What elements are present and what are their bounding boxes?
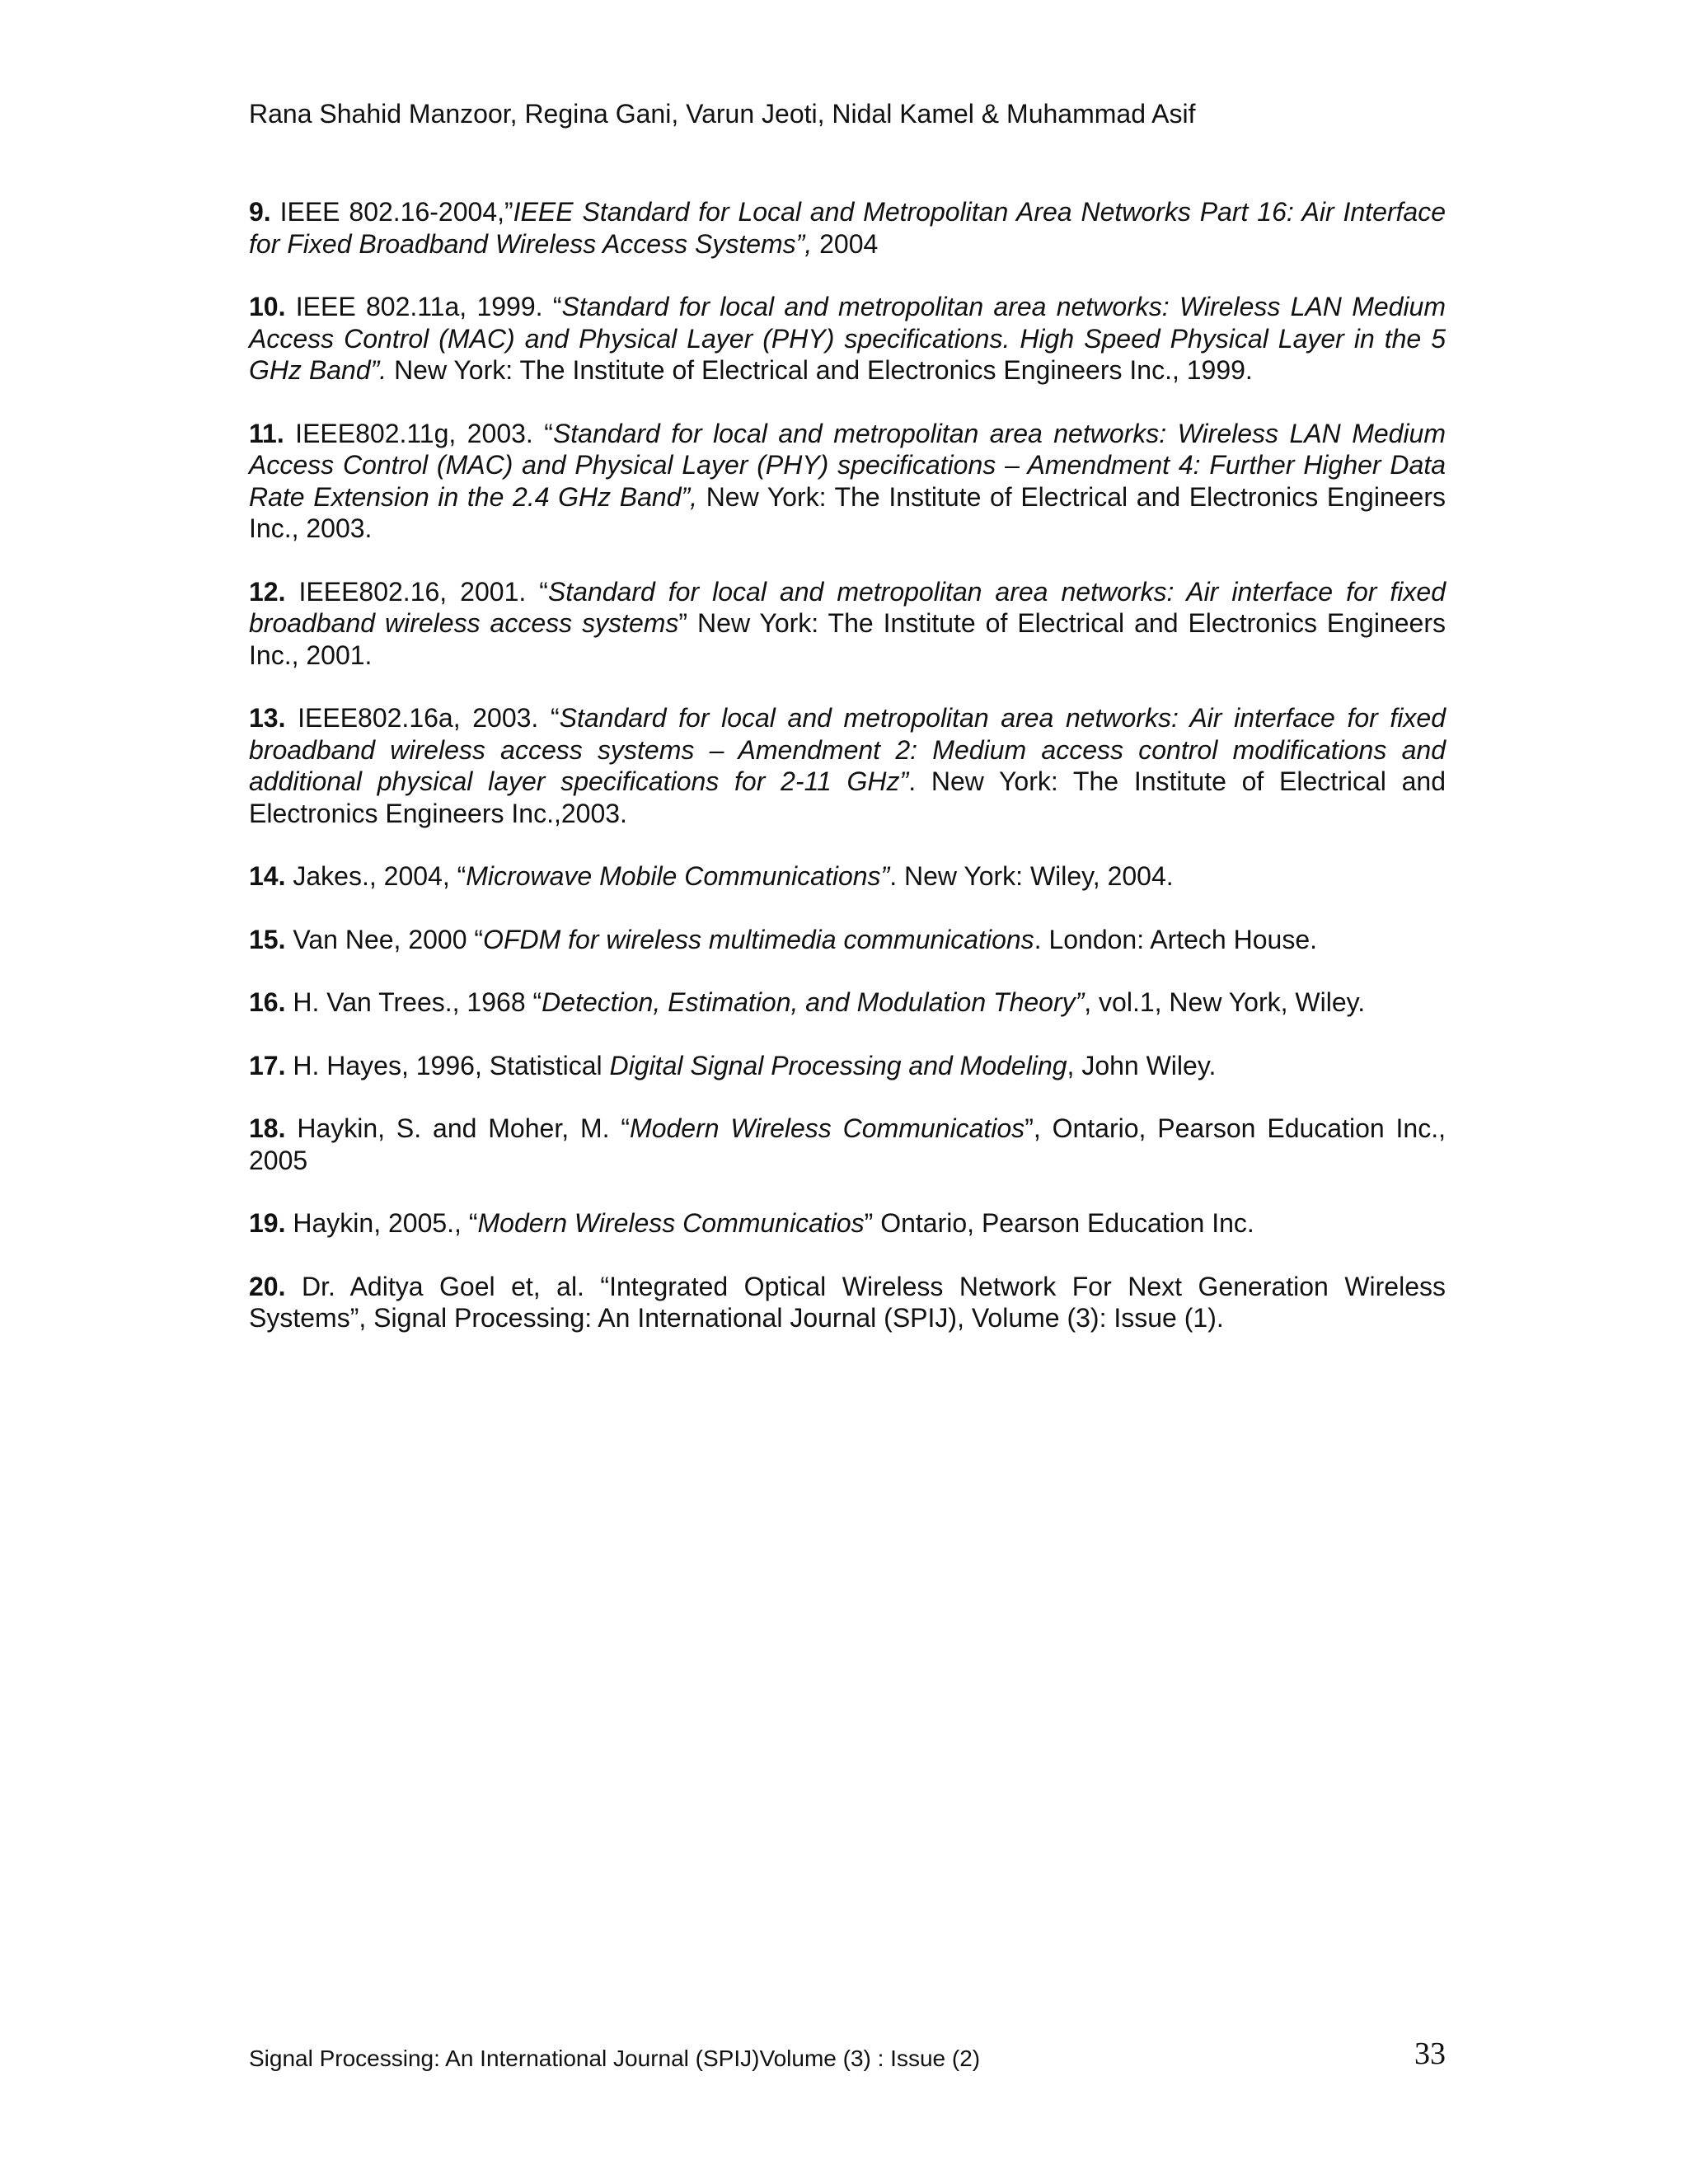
reference-text: IEEE802.16a, 2003. “	[285, 703, 560, 733]
reference-number: 19.	[249, 1208, 286, 1238]
reference-text: . New York: Wiley, 2004.	[889, 861, 1174, 891]
reference-text: New York: The Institute of Electrical and Electronics Engineers Inc., 2003.	[249, 481, 1447, 543]
reference-number: 12.	[249, 576, 286, 607]
reference-number: 9.	[249, 197, 271, 227]
reference-text: ”, Ontario, Pearson Education Inc., 2005	[249, 1113, 1447, 1175]
reference-18	[249, 1113, 1446, 1176]
reference-number: 15.	[249, 924, 286, 954]
reference-text: . London: Artech House.	[1034, 924, 1317, 954]
reference-number: 14.	[249, 861, 286, 891]
reference-text: H. Hayes, 1996, Statistical	[285, 1050, 610, 1080]
reference-text: , John Wiley.	[1067, 1050, 1217, 1080]
reference-title: Standard for local and metropolitan area networks: Wireless LAN Medium Access Control (MAC) and Physical Layer (PHY) specifications. High Speed Physical Layer in the 5 GHz Band”.	[249, 292, 1447, 385]
reference-text: . New York: The Institute of Electrical and Electronics Engineers Inc.,2003.	[249, 766, 1447, 828]
reference-text: , vol.1, New York, Wiley.	[1084, 987, 1366, 1017]
reference-text: IEEE 802.11a, 1999. “	[285, 292, 562, 321]
reference-title: Standard for local and metropolitan area networks: Wireless LAN Medium Access Control (MAC) and Physical Layer (PHY) specifications – Amendment 4: Further Higher Data Rate Extension in the 2.4 GHz Band”,	[249, 418, 1447, 512]
reference-19	[249, 1207, 1446, 1240]
reference-11	[249, 418, 1446, 545]
reference-15	[249, 924, 1446, 956]
reference-title: Modern Wireless Communicatios	[477, 1208, 865, 1238]
reference-text: New York: The Institute of Electrical and Electronics Engineers Inc., 1999.	[387, 355, 1253, 385]
reference-number: 10.	[249, 292, 286, 321]
reference-number: 17.	[249, 1050, 286, 1080]
reference-title: Detection, Estimation, and Modulation Theory”	[542, 987, 1085, 1017]
reference-title: OFDM for wireless multimedia communications	[483, 924, 1034, 954]
reference-text: Van Nee, 2000 “	[285, 924, 484, 954]
reference-text: Jakes., 2004, “	[285, 861, 467, 891]
reference-text: IEEE802.16, 2001. “	[285, 576, 548, 607]
reference-number: 16.	[249, 987, 286, 1017]
footer-journal-name: Signal Processing: An International Journal (SPIJ)Volume (3) : Issue (2)	[249, 2046, 981, 2071]
reference-10	[249, 291, 1446, 387]
reference-17	[249, 1050, 1446, 1082]
reference-title: Microwave Mobile Communications”	[466, 861, 890, 891]
reference-title: Modern Wireless Communicatios	[630, 1113, 1025, 1143]
reference-text: ” New York: The Institute of Electrical and Electronics Engineers Inc., 2001.	[249, 608, 1446, 670]
page-number: 33	[1414, 2036, 1446, 2071]
reference-16	[249, 987, 1446, 1019]
reference-9	[249, 196, 1446, 260]
reference-number: 11.	[249, 418, 284, 448]
reference-text: Dr. Aditya Goel et, al. “Integrated Optical Wireless Network For Next Generation Wireless Systems”, Signal Processing: An International Journal (SPIJ), Volume (3): Issue (1).	[249, 1271, 1446, 1333]
reference-text: 2004	[812, 228, 879, 259]
reference-title: Standard for local and metropolitan area networks: Air interface for fixed broadband wireless access systems – Amendment 2: Medium access control modifications and additional physical layer specifications for 2-11 GHz”	[249, 703, 1447, 796]
reference-text: IEEE802.11g, 2003. “	[284, 418, 553, 448]
reference-text: ” Ontario, Pearson Education Inc.	[864, 1208, 1254, 1238]
reference-number: 18.	[249, 1113, 286, 1143]
reference-text: Haykin, S. and Moher, M. “	[285, 1113, 631, 1143]
reference-title: IEEE Standard for Local and Metropolitan Area Networks Part 16: Air Interface for Fixed Broadband Wireless Access Systems”,	[249, 197, 1447, 259]
reference-title: Digital Signal Processing and Modeling	[609, 1050, 1067, 1080]
reference-12	[249, 576, 1446, 672]
running-header: Rana Shahid Manzoor, Regina Gani, Varun Jeoti, Nidal Kamel & Muhammad Asif	[249, 99, 1196, 129]
reference-list	[249, 196, 1446, 1366]
reference-14	[249, 860, 1446, 893]
reference-number: 20.	[249, 1271, 286, 1301]
reference-20	[249, 1271, 1446, 1334]
reference-text: H. Van Trees., 1968 “	[285, 987, 542, 1017]
reference-text: Haykin, 2005., “	[285, 1208, 478, 1238]
reference-13	[249, 702, 1446, 829]
reference-text: IEEE 802.16-2004,”	[270, 197, 513, 227]
reference-title: Standard for local and metropolitan area networks: Air interface for fixed broadband wireless access systems	[249, 576, 1446, 638]
reference-number: 13.	[249, 703, 286, 733]
